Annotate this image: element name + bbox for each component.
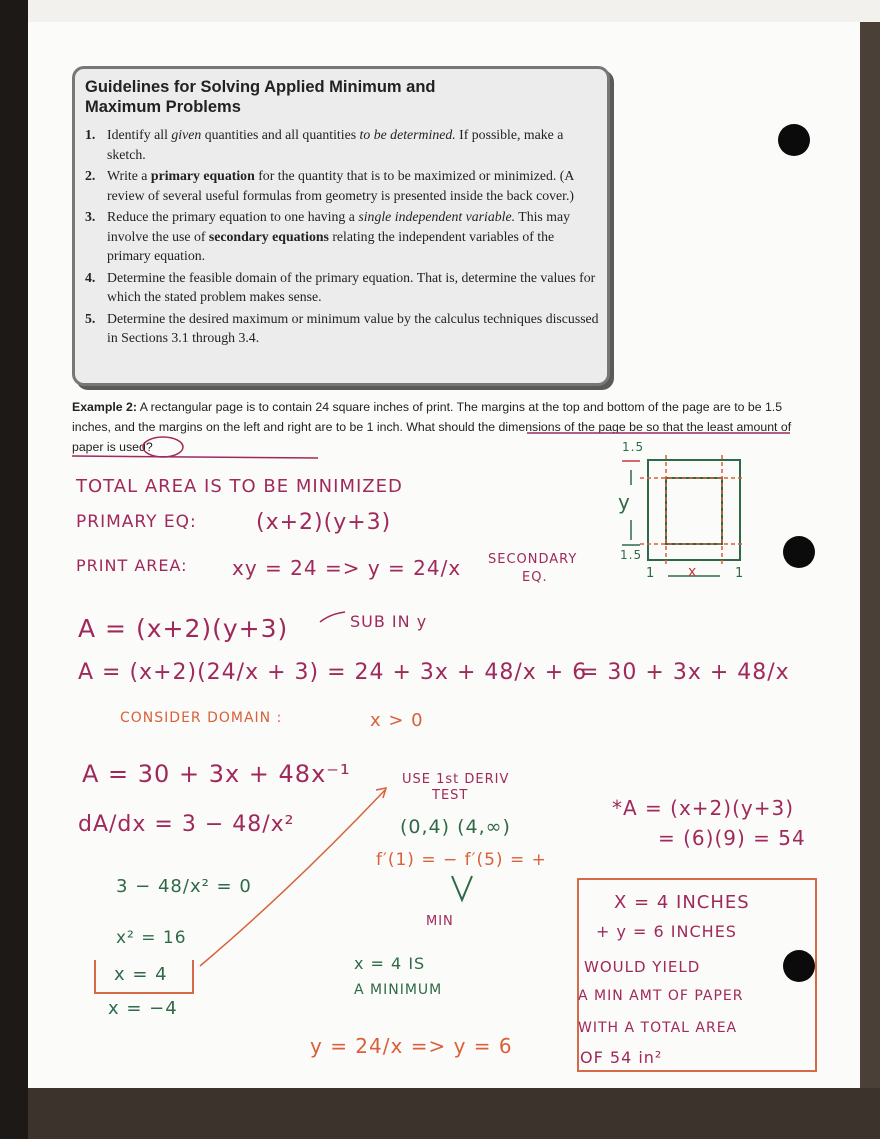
total-area-note: TOTAL AREA IS TO BE MINIMIZED bbox=[76, 476, 403, 497]
sub-in-note: SUB IN y bbox=[350, 612, 428, 631]
answer-line-5: WITH A TOTAL AREA bbox=[578, 1020, 738, 1036]
derivative-eq: dA/dx = 3 − 48/x² bbox=[78, 812, 295, 837]
primary-eq: (x+2)(y+3) bbox=[256, 510, 392, 535]
guideline-text: quantities and all quantities bbox=[201, 127, 360, 142]
guideline-text: This may involve the use of bbox=[107, 209, 570, 244]
minimum-note-2: A MINIMUM bbox=[354, 982, 443, 998]
guideline-number: 3. bbox=[85, 209, 96, 224]
diagram-width-label: x bbox=[688, 564, 698, 580]
secondary-eq-label: EQ. bbox=[522, 570, 548, 585]
underline-question-end bbox=[72, 456, 318, 458]
guideline-text: Determine the desired maximum or minimum value by the calculus techniques discussed in Sections 3.1 through 3.4. bbox=[107, 310, 599, 345]
domain-note: CONSIDER DOMAIN : bbox=[120, 710, 283, 726]
minimum-note-1: x = 4 IS bbox=[354, 954, 426, 973]
answer-line-1: X = 4 INCHES bbox=[614, 892, 750, 913]
guideline-number: 5. bbox=[85, 310, 96, 326]
diagram-left-margin-label: 1 bbox=[646, 566, 656, 581]
guideline-number: 4. bbox=[85, 269, 96, 285]
secondary-label: SECONDARY bbox=[488, 552, 578, 567]
first-derivative-test-label: USE 1st DERIV bbox=[402, 772, 510, 787]
x-positive-box bbox=[94, 960, 194, 994]
guideline-number: 1. bbox=[85, 127, 96, 142]
guideline-text: Write a bbox=[107, 168, 151, 183]
answer-line-4: A MIN AMT OF PAPER bbox=[578, 988, 744, 1004]
x-squared-eq: x² = 16 bbox=[116, 928, 187, 948]
guideline-text: Identify all bbox=[107, 127, 172, 142]
guideline-text: Reduce the primary equation to one having a bbox=[107, 209, 359, 224]
area-equation-2-simplified: = 30 + 3x + 48/x bbox=[580, 660, 790, 685]
set-zero-eq: 3 − 48/x² = 0 bbox=[116, 876, 252, 897]
guideline-text: If possible, make a sketch. bbox=[107, 127, 564, 162]
diagram-right-margin-label: 1 bbox=[735, 566, 745, 581]
diagram-height-label: y bbox=[618, 490, 631, 514]
example-label: Example 2: bbox=[72, 400, 137, 414]
to-test-arrowhead bbox=[376, 788, 386, 798]
sub-in-arrow bbox=[320, 612, 345, 622]
diagram-bottom-margin-label: 1.5 bbox=[620, 548, 643, 562]
area-equation-1: A = (x+2)(y+3) bbox=[78, 614, 289, 643]
print-area-outline bbox=[666, 478, 722, 544]
guideline-text: for the quantity that is to be maximized or minimized. (A review of several useful formulas from geometry is presented inside the back cover.) bbox=[107, 168, 575, 203]
min-v-shape bbox=[452, 876, 472, 900]
diagram-top-margin-label: 1.5 bbox=[622, 440, 645, 454]
area-equation-3: A = 30 + 3x + 48x⁻¹ bbox=[82, 760, 351, 788]
circle-least bbox=[143, 437, 183, 457]
y-solution: y = 24/x => y = 6 bbox=[310, 1034, 513, 1058]
guidelines-title-line-2: Maximum Problems bbox=[85, 98, 241, 116]
first-derivative-test-label-2: TEST bbox=[432, 788, 469, 803]
guidelines-title-line-1: Guidelines for Solving Applied Minimum and bbox=[85, 78, 436, 96]
answer-line-6: OF 54 in² bbox=[580, 1048, 663, 1067]
guideline-number: 2. bbox=[85, 168, 96, 183]
min-label: MIN bbox=[426, 914, 454, 929]
guideline-emphasis: to be determined. bbox=[359, 127, 456, 142]
area-check-1: *A = (x+2)(y+3) bbox=[612, 796, 795, 820]
guideline-text: relating the independent variables of the primary equation. bbox=[107, 228, 555, 263]
test-intervals: (0,4) (4,∞) bbox=[400, 816, 511, 838]
area-check-2: = (6)(9) = 54 bbox=[658, 826, 806, 850]
guideline-emphasis: given bbox=[171, 127, 202, 142]
primary-eq-label: PRIMARY EQ: bbox=[76, 512, 197, 532]
answer-line-2: + y = 6 INCHES bbox=[596, 922, 737, 941]
print-area-eq: xy = 24 => y = 24/x bbox=[232, 556, 462, 580]
guideline-bold: secondary equations bbox=[208, 228, 329, 244]
example-text: A rectangular page is to contain 24 square inches of print. The margins at the top and bottom of the page are to be 1.5 inches, and the margins on the left and right are to be 1 inch. What should the dimensions of the page be so that the least amount of paper is used? bbox=[72, 400, 792, 454]
guideline-emphasis: single independent variable. bbox=[358, 209, 516, 224]
x-negative: x = −4 bbox=[108, 998, 178, 1019]
guideline-text: Determine the feasible domain of the primary equation. That is, determine the values for which the stated problem makes sense. bbox=[107, 269, 596, 304]
answer-line-3: WOULD YIELD bbox=[584, 958, 701, 976]
test-signs: f′(1) = − f′(5) = + bbox=[376, 850, 547, 870]
print-area-label: PRINT AREA: bbox=[76, 556, 188, 575]
area-equation-2: A = (x+2)(24/x + 3) = 24 + 3x + 48/x + 6 bbox=[78, 660, 588, 685]
guideline-bold: primary equation bbox=[150, 168, 255, 183]
domain-value: x > 0 bbox=[370, 710, 424, 731]
x-positive: x = 4 bbox=[114, 964, 168, 985]
